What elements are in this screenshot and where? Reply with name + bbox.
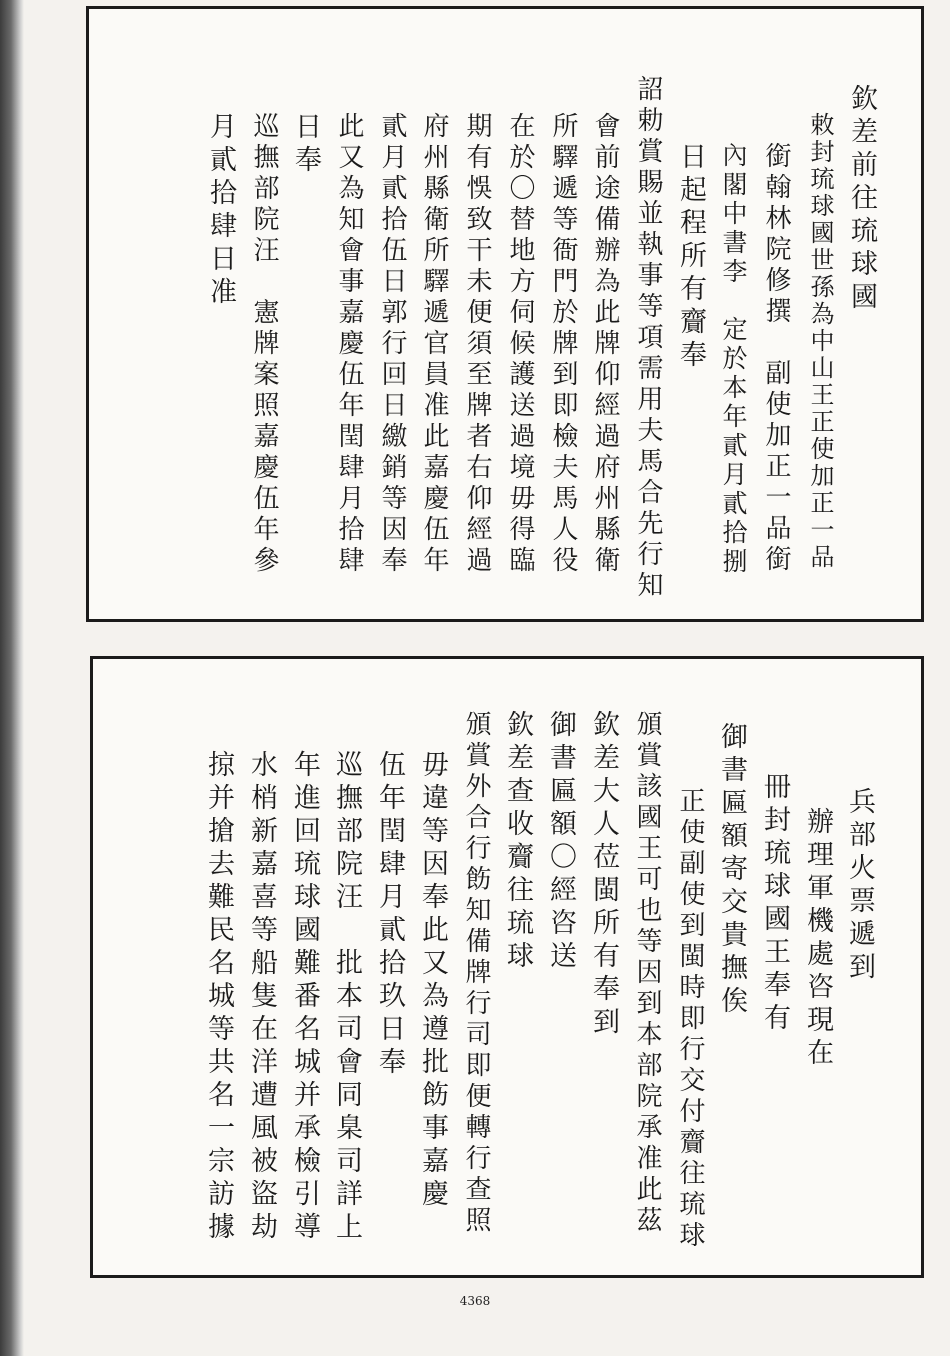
text-column: 銜翰林院修撰 副使加正一品銜 <box>761 142 791 576</box>
top-text-block <box>89 9 921 619</box>
text-column: 欽差前往琉球國 <box>846 84 877 315</box>
text-column: 日起程所有齎奉 <box>675 142 706 373</box>
text-column: 月貳拾肆日准 <box>205 112 236 310</box>
text-column: 水梢新嘉喜等船隻在洋遭風被盜劫 <box>246 750 277 1245</box>
text-column: 冊封琉球國王奉有 <box>759 772 790 1036</box>
text-column: 正使副使到閩時即行交付齎往琉球 <box>675 787 705 1252</box>
text-column: 辦理軍機處咨現在 <box>802 807 833 1071</box>
text-column: 年進回琉球國難番名城并承檢引導 <box>289 750 320 1245</box>
text-column: 欽差大人莅閩所有奉到 <box>588 710 619 1040</box>
text-column: 在於〇替地方伺候護送過境毋得臨 <box>505 112 535 577</box>
text-column: 內閣中書李 定於本年貳月貳拾捌 <box>719 142 748 577</box>
binding-shadow <box>0 0 24 1356</box>
text-column: 敕封琉球國世孫為中山王正使加正一品 <box>806 112 834 571</box>
text-column: 御書匾額〇經咨送 <box>545 710 576 974</box>
document-panel-top <box>86 6 924 622</box>
text-column: 期有悞致干未便須至牌者右仰經過 <box>462 112 492 577</box>
text-column: 會前途備辦為此牌仰經過府州縣衛 <box>590 112 620 577</box>
text-column: 貳月貳拾伍日郭行回日繳銷等因奉 <box>377 112 407 577</box>
page-number: 4368 <box>459 1294 491 1308</box>
text-column: 頒賞外合行飭知備牌行司即便轉行查照 <box>461 710 491 1237</box>
text-column: 巡撫部院汪 憲牌案照嘉慶伍年參 <box>249 112 279 577</box>
text-column: 頒賞該國王可也等因到本部院承准此茲 <box>632 710 662 1237</box>
text-column: 府州縣衛所驛遞官員准此嘉慶伍年 <box>419 112 449 577</box>
text-column: 日奉 <box>290 112 321 178</box>
text-column: 御書匾額寄交貴撫俟 <box>716 722 747 1019</box>
text-column: 此又為知會事嘉慶伍年閏肆月拾肆 <box>334 112 364 577</box>
text-column: 毋違等因奉此又為遵批飭事嘉慶 <box>417 750 448 1212</box>
text-column: 掠并搶去難民名城等共名一宗訪據 <box>203 750 234 1245</box>
text-column: 巡撫部院汪 批本司會同臬司詳上 <box>331 750 362 1245</box>
text-column: 伍年閏肆月貳拾玖日奉 <box>374 750 405 1080</box>
text-column: 欽差查收齎往琉球 <box>502 710 533 974</box>
text-column: 兵部火票遞到 <box>844 787 875 985</box>
bottom-text-block <box>93 659 921 1275</box>
text-column: 詔勅賞賜並執事等項需用夫馬合先行知 <box>633 75 663 602</box>
document-panel-bottom <box>90 656 924 1278</box>
text-column: 所驛遞等衙門於牌到即檢夫馬人役 <box>548 112 578 577</box>
